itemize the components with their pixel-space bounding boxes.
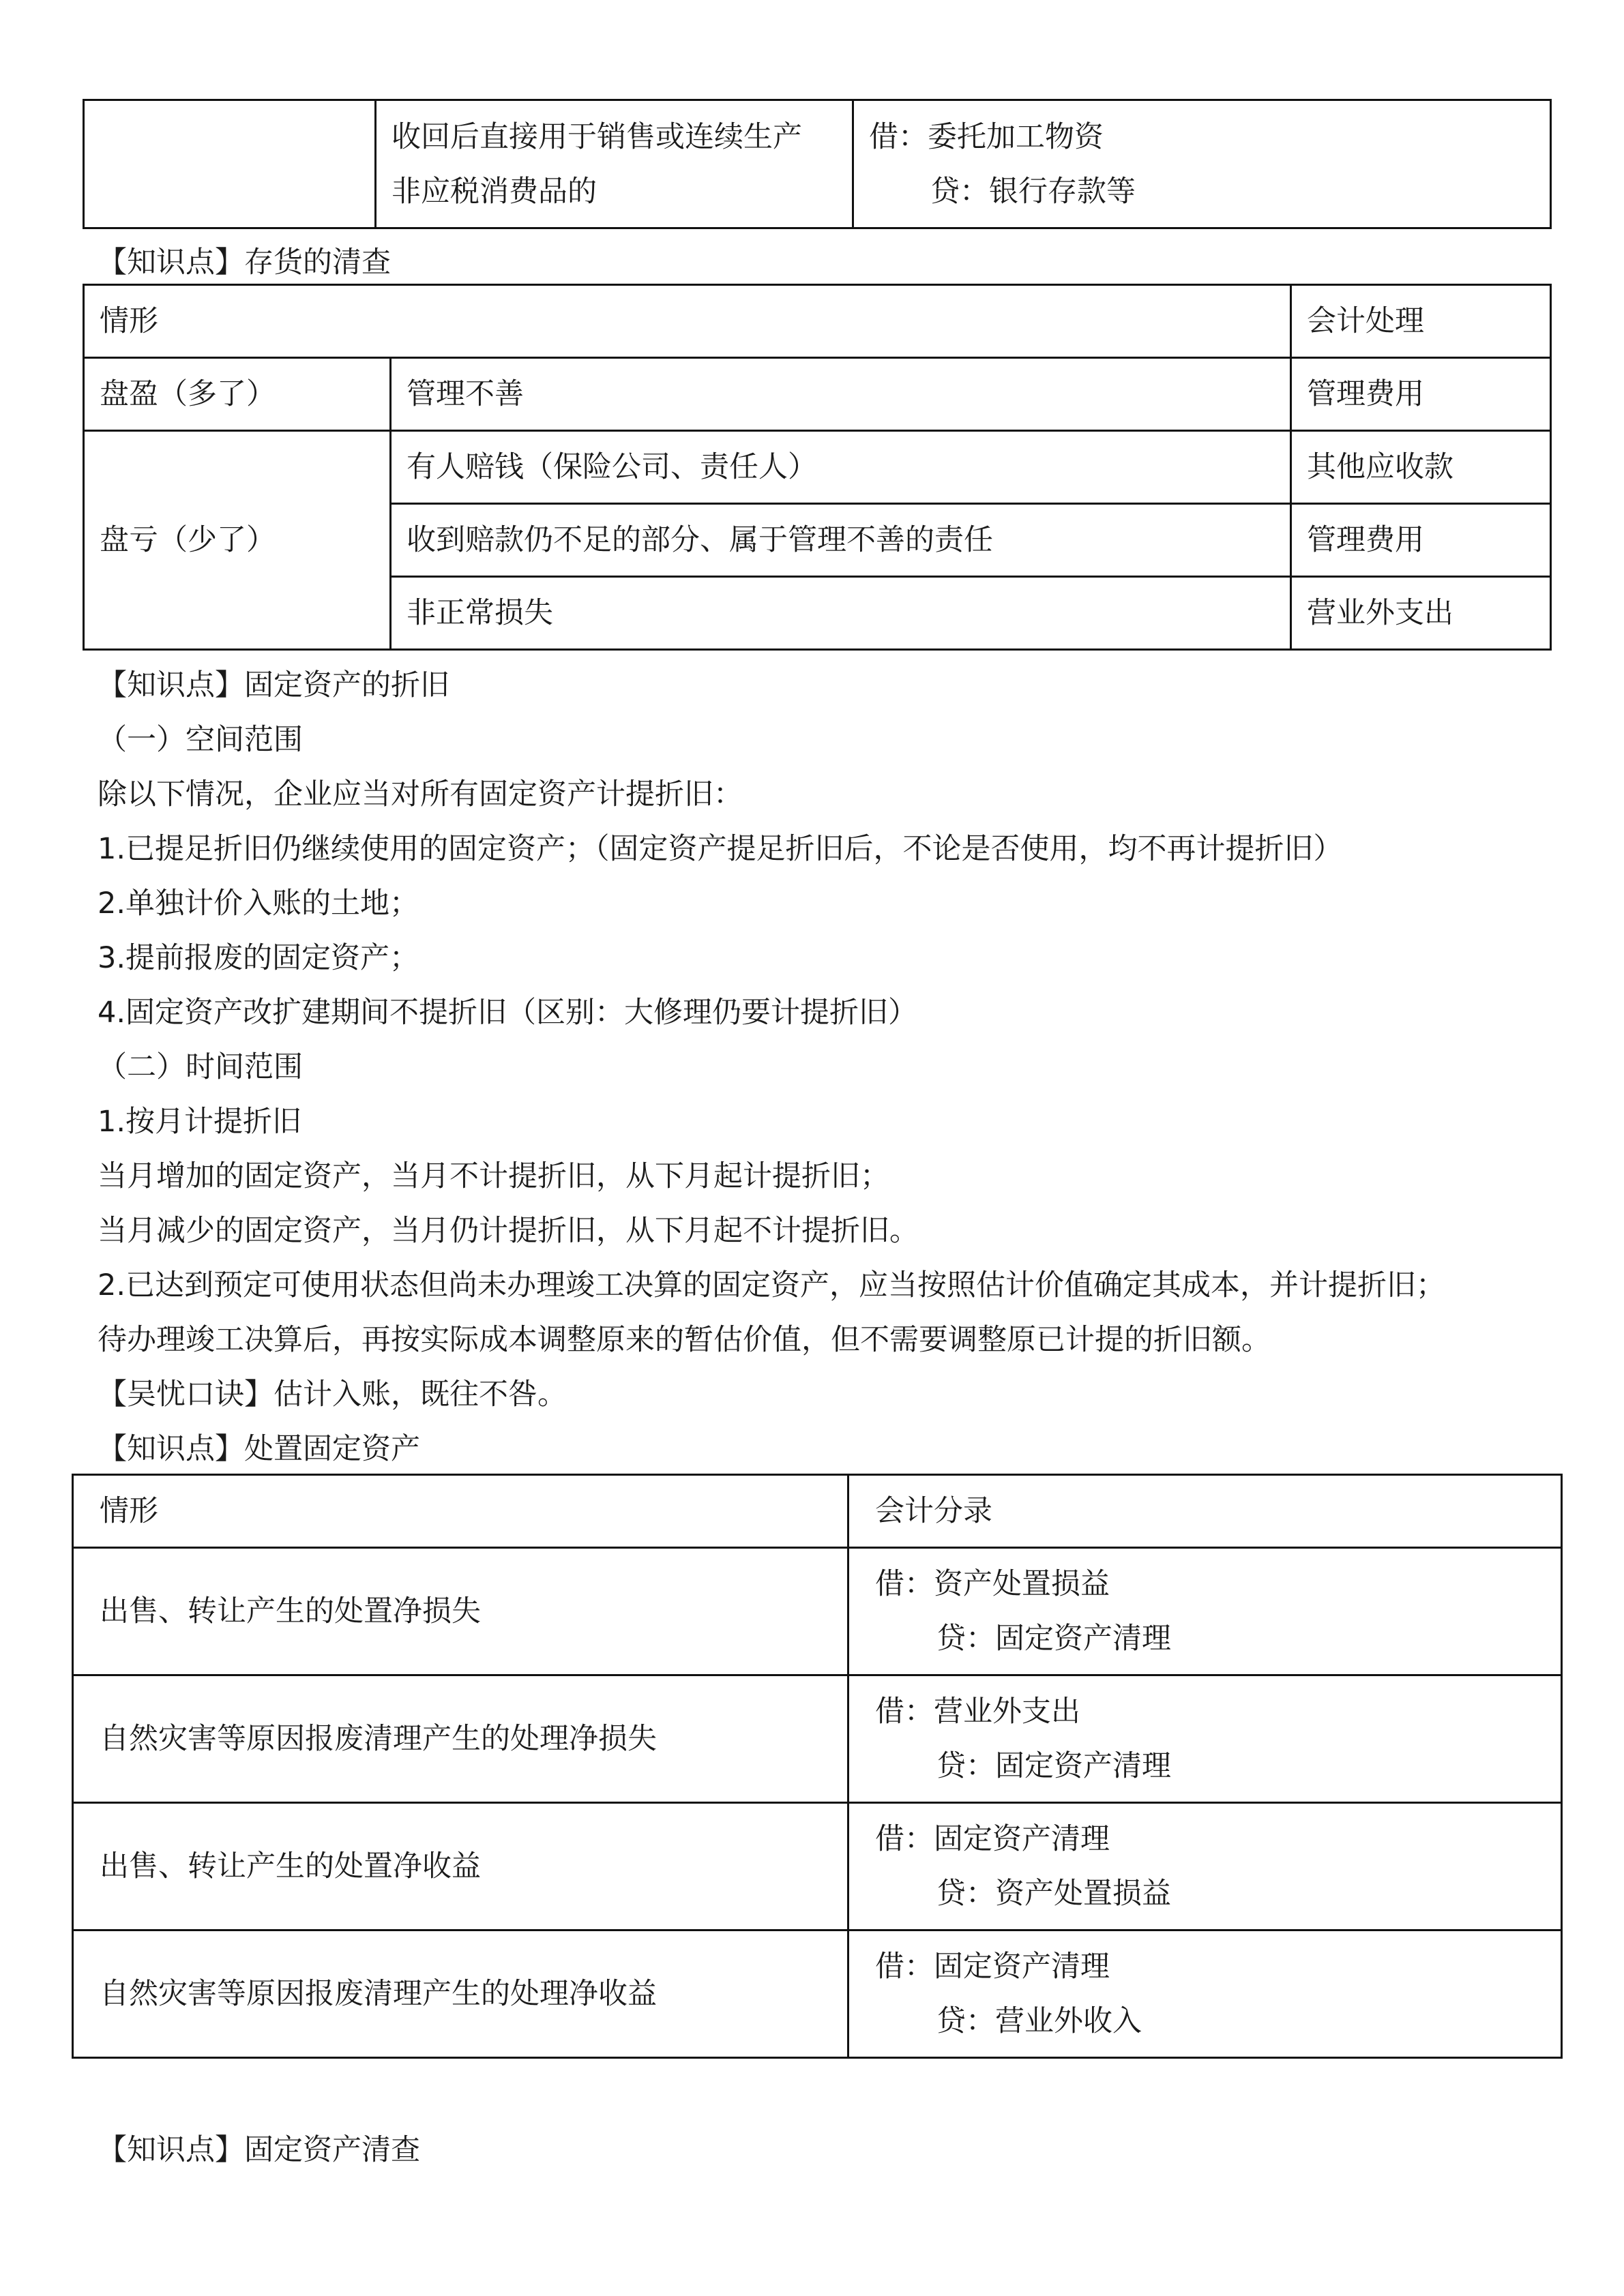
paragraph-line: 2.已达到预定可使用状态但尚未办理竣工决算的固定资产，应当按照估计价值确定其成本，并计提折旧； (98, 1268, 1446, 1302)
table-row (73, 1803, 1562, 1930)
surplus-label: 盘盈（多了） (84, 358, 391, 431)
shortage-treatment: 管理费用 (1291, 504, 1551, 577)
disposal-situation: 自然灾害等原因报废清理产生的处理净损失 (73, 1675, 848, 1803)
shortage-treatment: 其他应收款 (1291, 431, 1551, 504)
debit-line: 借：固定资产清理 (875, 1822, 1110, 1856)
table-row (84, 431, 1551, 504)
paragraph-line: 当月减少的固定资产，当月仍计提折旧，从下月起不计提折旧。 (98, 1214, 919, 1248)
paragraph-line: 当月增加的固定资产，当月不计提折旧，从下月起计提折旧； (98, 1159, 889, 1193)
paragraph-line: 待办理竣工决算后，再按实际成本调整原来的暂估价值，但不需要调整原已计提的折旧额。 (98, 1323, 1271, 1357)
disposal-entry (848, 1675, 1562, 1803)
table-cell-empty (84, 100, 376, 228)
credit-line: 贷：银行存款等 (930, 174, 1136, 209)
table-cell-condition (376, 100, 853, 228)
section-title-inventory-check: 【知识点】存货的清查 (98, 245, 391, 280)
table-cell-entry (853, 100, 1551, 228)
shortage-treatment: 营业外支出 (1291, 577, 1551, 650)
condition-line-1: 收回后直接用于销售或连续生产 (392, 119, 802, 154)
surplus-treatment: 管理费用 (1291, 358, 1551, 431)
table-row (84, 100, 1551, 228)
header-treatment: 会计处理 (1291, 285, 1551, 358)
debit-line: 借：固定资产清理 (875, 1950, 1110, 1984)
debit-line: 借：委托加工物资 (869, 119, 1104, 154)
disposal-entry (848, 1803, 1562, 1930)
condition-line-2: 非应税消费品的 (392, 174, 597, 209)
header-entry: 会计分录 (848, 1475, 1562, 1548)
section-title-depreciation: 【知识点】固定资产的折旧 (98, 668, 449, 702)
mnemonic-line: 【吴忧口诀】估计入账，既往不咎。 (98, 1377, 567, 1412)
credit-line: 贷：资产处置损益 (936, 1877, 1171, 1911)
section-title-disposal: 【知识点】处置固定资产 (98, 1432, 420, 1466)
header-situation: 情形 (73, 1475, 848, 1548)
shortage-reason: 有人赔钱（保险公司、责任人） (391, 431, 1291, 504)
paragraph-line: 1.按月计提折旧 (98, 1105, 302, 1139)
surplus-reason: 管理不善 (391, 358, 1291, 431)
paragraph-line: （二）时间范围 (98, 1050, 303, 1084)
disposal-entry (848, 1930, 1562, 2058)
consignment-processing-table (83, 99, 1552, 229)
shortage-reason: 非正常损失 (391, 577, 1291, 650)
paragraph-line: 除以下情况，企业应当对所有固定资产计提折旧： (98, 777, 743, 811)
table-row (73, 1675, 1562, 1803)
credit-line: 贷：固定资产清理 (936, 1749, 1171, 1783)
header-situation: 情形 (84, 285, 1291, 358)
debit-line: 借：资产处置损益 (875, 1567, 1110, 1601)
credit-line: 贷：固定资产清理 (936, 1622, 1171, 1656)
shortage-reason: 收到赔款仍不足的部分、属于管理不善的责任 (391, 504, 1291, 577)
table-header-row (84, 285, 1551, 358)
disposal-entry (848, 1548, 1562, 1675)
paragraph-line: 3.提前报废的固定资产； (98, 941, 419, 975)
table-row (73, 1548, 1562, 1675)
paragraph-line: 4.固定资产改扩建期间不提折旧（区别：大修理仍要计提折旧） (98, 996, 918, 1030)
disposal-situation: 自然灾害等原因报废清理产生的处理净收益 (73, 1930, 848, 2058)
section-title-asset-check: 【知识点】固定资产清查 (98, 2133, 420, 2167)
paragraph-line: （一）空间范围 (98, 723, 303, 757)
disposal-situation: 出售、转让产生的处置净收益 (73, 1803, 848, 1930)
disposal-situation: 出售、转让产生的处置净损失 (73, 1548, 848, 1675)
disposal-table (72, 1474, 1563, 2059)
table-row (84, 358, 1551, 431)
paragraph-line: 1.已提足折旧仍继续使用的固定资产；（固定资产提足折旧后，不论是否使用，均不再计提折旧） (98, 832, 1343, 866)
shortage-label: 盘亏（少了） (84, 431, 391, 650)
paragraph-line: 2.单独计价入账的土地； (98, 886, 419, 921)
table-header-row (73, 1475, 1562, 1548)
table-row (73, 1930, 1562, 2058)
debit-line: 借：营业外支出 (875, 1695, 1080, 1729)
inventory-check-table (83, 284, 1552, 651)
credit-line: 贷：营业外收入 (936, 2004, 1142, 2038)
